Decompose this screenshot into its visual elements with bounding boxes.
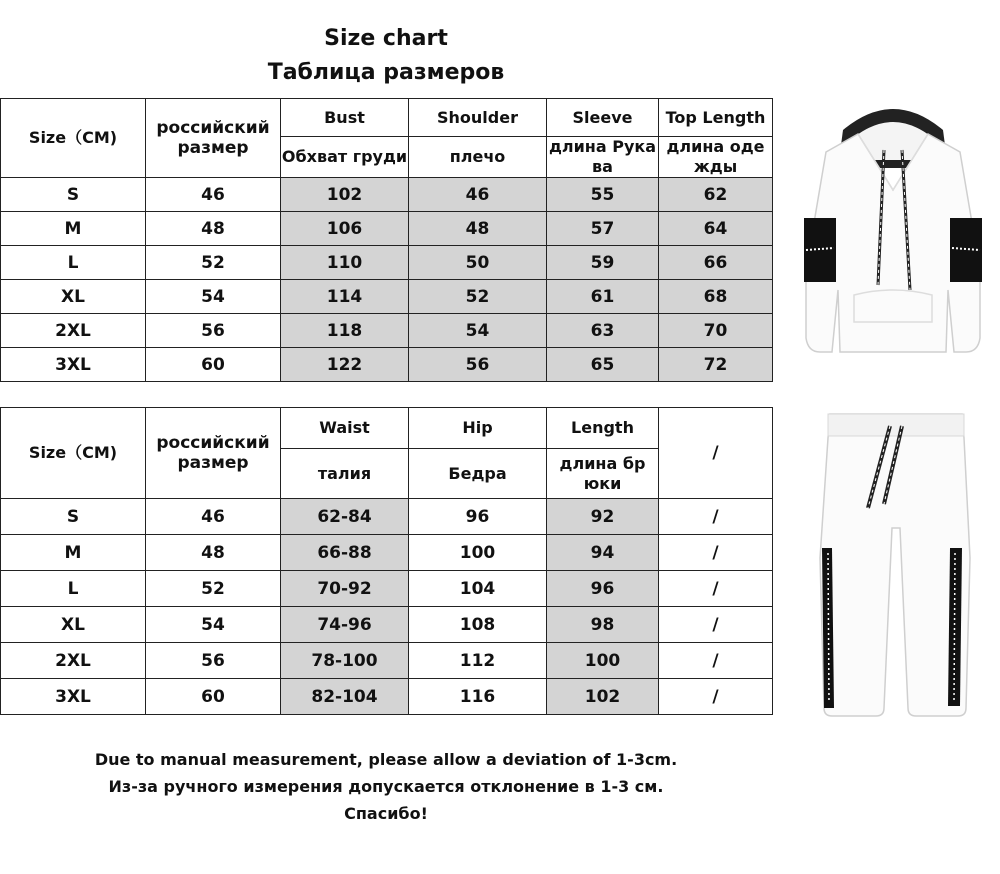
cell-shoulder: 52 (409, 280, 547, 314)
header-sleeve-ru: длина Рука ва (547, 137, 659, 178)
cell-ru-size: 54 (146, 280, 281, 314)
cell-sleeve: 63 (547, 314, 659, 348)
hoodie-image (788, 90, 998, 360)
cell-ru-size: 52 (146, 246, 281, 280)
header-size: Size（CM) (1, 408, 146, 499)
header-hip-ru: Бедра (409, 449, 547, 499)
cell-waist: 82-104 (281, 679, 409, 715)
title-russian: Таблица размеров (267, 60, 505, 85)
cell-waist: 78-100 (281, 643, 409, 679)
header-waist: Waist (281, 408, 409, 449)
cell-sleeve: 61 (547, 280, 659, 314)
header-waist-ru: талия (281, 449, 409, 499)
cell-top-length: 70 (659, 314, 773, 348)
cell-size: S (1, 499, 146, 535)
cell-hip: 96 (409, 499, 547, 535)
table-row (1, 348, 773, 382)
cell-bust: 106 (281, 212, 409, 246)
cell-top-length: 66 (659, 246, 773, 280)
cell-sleeve: 59 (547, 246, 659, 280)
cell-size: XL (1, 607, 146, 643)
note-thanks: Спасибо! (344, 804, 428, 823)
cell-bust: 114 (281, 280, 409, 314)
header-bust-ru: Обхват груди (281, 137, 409, 178)
cell-ru-size: 48 (146, 535, 281, 571)
cell-waist: 66-88 (281, 535, 409, 571)
cell-extra: / (659, 499, 773, 535)
cell-size: XL (1, 280, 146, 314)
header-length-ru: длина бр юки (547, 449, 659, 499)
header-sleeve: Sleeve (547, 99, 659, 137)
cell-hip: 116 (409, 679, 547, 715)
table-row (1, 643, 773, 679)
cell-waist: 62-84 (281, 499, 409, 535)
cell-extra: / (659, 679, 773, 715)
cell-shoulder: 48 (409, 212, 547, 246)
cell-size: L (1, 246, 146, 280)
cell-bust: 118 (281, 314, 409, 348)
cell-size: 3XL (1, 348, 146, 382)
header-russian-size: российский размер (146, 408, 281, 499)
table-row (1, 499, 773, 535)
cell-ru-size: 56 (146, 314, 281, 348)
cell-length: 94 (547, 535, 659, 571)
cell-shoulder: 46 (409, 178, 547, 212)
header-top-length-ru: длина оде жды (659, 137, 773, 178)
table-row (1, 535, 773, 571)
cell-shoulder: 54 (409, 314, 547, 348)
cell-ru-size: 54 (146, 607, 281, 643)
cell-ru-size: 60 (146, 679, 281, 715)
table-row (1, 212, 773, 246)
cell-ru-size: 56 (146, 643, 281, 679)
cell-sleeve: 65 (547, 348, 659, 382)
header-bust: Bust (281, 99, 409, 137)
table-row (1, 314, 773, 348)
cell-length: 92 (547, 499, 659, 535)
cell-top-length: 72 (659, 348, 773, 382)
table-row (1, 178, 773, 212)
table-row (1, 571, 773, 607)
cell-shoulder: 56 (409, 348, 547, 382)
title-english: Size chart (324, 26, 448, 51)
cell-length: 96 (547, 571, 659, 607)
cell-ru-size: 52 (146, 571, 281, 607)
cell-size: 2XL (1, 643, 146, 679)
cell-waist: 74-96 (281, 607, 409, 643)
cell-top-length: 68 (659, 280, 773, 314)
top-size-table (0, 98, 773, 382)
header-shoulder: Shoulder (409, 99, 547, 137)
cell-length: 102 (547, 679, 659, 715)
cell-length: 100 (547, 643, 659, 679)
cell-hip: 104 (409, 571, 547, 607)
cell-hip: 108 (409, 607, 547, 643)
header-extra: / (659, 408, 773, 499)
cell-extra: / (659, 607, 773, 643)
cell-bust: 110 (281, 246, 409, 280)
cell-size: M (1, 212, 146, 246)
cell-sleeve: 57 (547, 212, 659, 246)
cell-size: L (1, 571, 146, 607)
header-hip: Hip (409, 408, 547, 449)
table-row (1, 607, 773, 643)
cell-bust: 102 (281, 178, 409, 212)
cell-sleeve: 55 (547, 178, 659, 212)
cell-ru-size: 48 (146, 212, 281, 246)
cell-shoulder: 50 (409, 246, 547, 280)
cell-ru-size: 46 (146, 499, 281, 535)
table-row (1, 246, 773, 280)
header-top-length: Top Length (659, 99, 773, 137)
table-row (1, 280, 773, 314)
cell-size: 2XL (1, 314, 146, 348)
cell-top-length: 62 (659, 178, 773, 212)
header-shoulder-ru: плечо (409, 137, 547, 178)
cell-length: 98 (547, 607, 659, 643)
cell-size: S (1, 178, 146, 212)
cell-extra: / (659, 571, 773, 607)
header-russian-size: российский размер (146, 99, 281, 178)
cell-size: M (1, 535, 146, 571)
cell-ru-size: 60 (146, 348, 281, 382)
cell-hip: 112 (409, 643, 547, 679)
bottom-size-table (0, 407, 773, 715)
cell-bust: 122 (281, 348, 409, 382)
cell-waist: 70-92 (281, 571, 409, 607)
header-length: Length (547, 408, 659, 449)
header-size: Size（CM) (1, 99, 146, 178)
note-english: Due to manual measurement, please allow a deviation of 1-3cm. (94, 750, 678, 769)
cell-ru-size: 46 (146, 178, 281, 212)
cell-top-length: 64 (659, 212, 773, 246)
cell-size: 3XL (1, 679, 146, 715)
cell-hip: 100 (409, 535, 547, 571)
table-row (1, 679, 773, 715)
pants-image (808, 408, 984, 720)
cell-extra: / (659, 643, 773, 679)
note-russian: Из-за ручного измерения допускается отклонение в 1-3 см. (108, 777, 664, 796)
cell-extra: / (659, 535, 773, 571)
